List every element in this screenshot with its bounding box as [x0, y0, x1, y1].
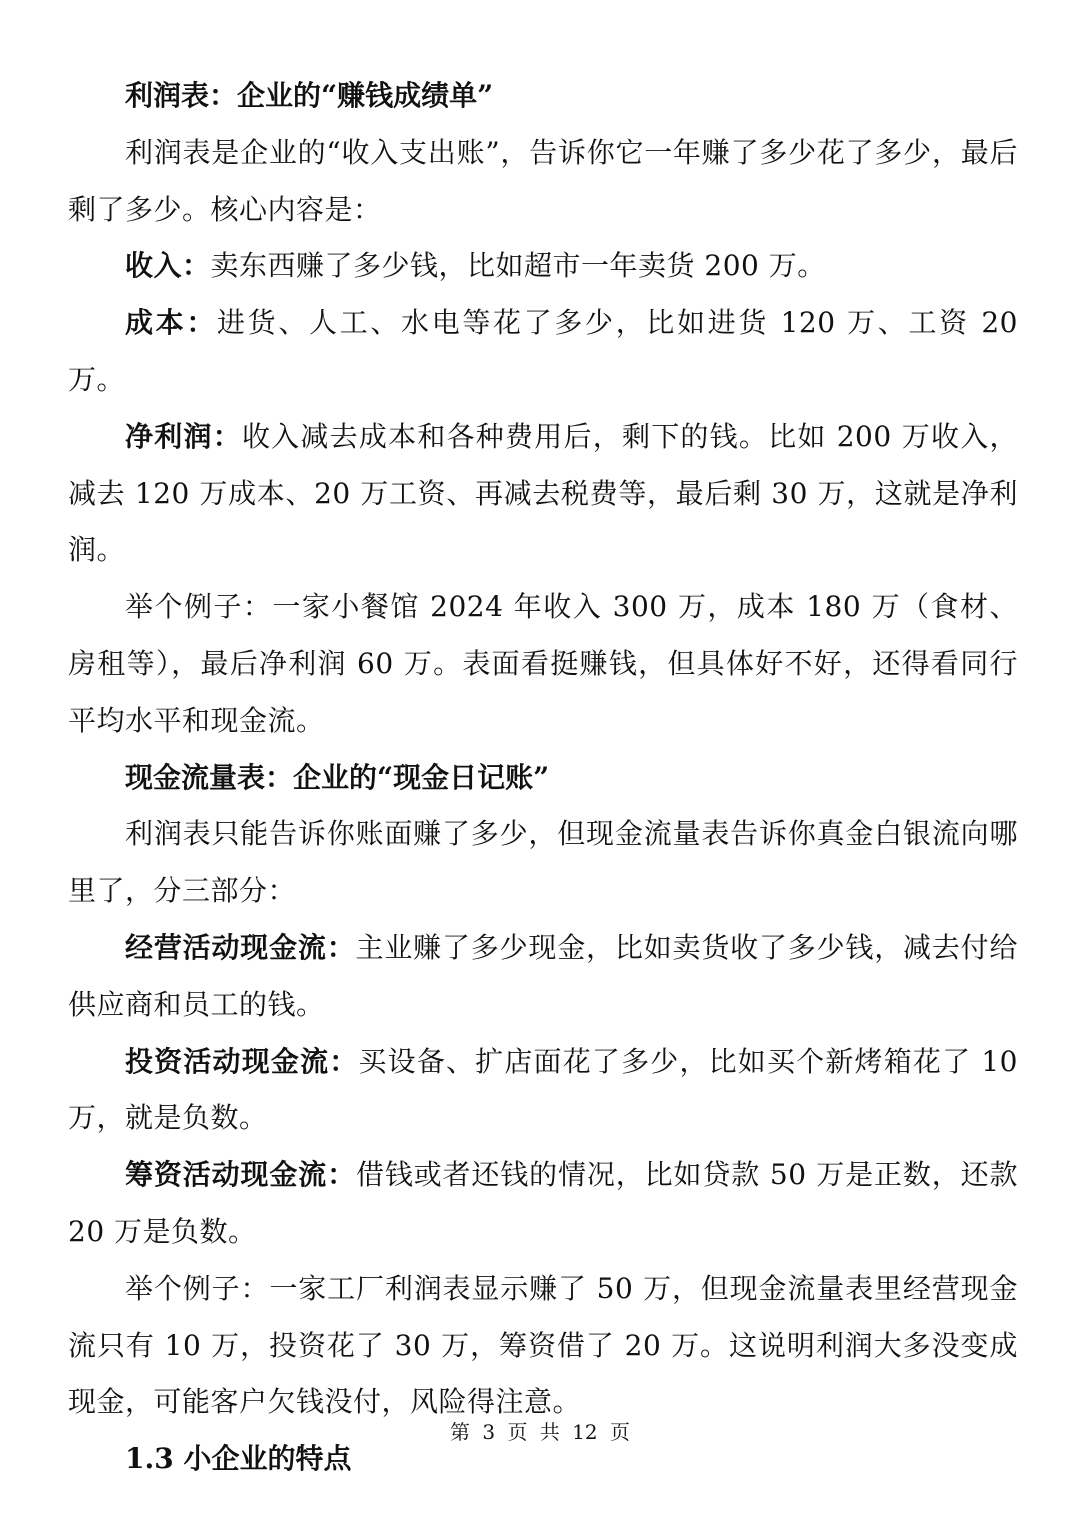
cash-flow-example: 举个例子：一家工厂利润表显示赚了 50 万，但现金流量表里经营现金流只有 10 万，投资花了 30 万，筹资借了 20 万。这说明利润大多没变成现金，可能客户欠钱没付，风险得注意。: [68, 1271, 1018, 1419]
investing-cash-flow-text: 买设备、扩店面花了多少，比如买个新烤箱花了 10 万，就是负数。: [68, 1044, 1018, 1135]
cost-paragraph: [68, 295, 1018, 409]
net-profit-paragraph: [68, 409, 1018, 579]
investing-cash-flow-label: 投资活动现金流：: [125, 1044, 359, 1078]
income-statement-example: 举个例子：一家小餐馆 2024 年收入 300 万，成本 180 万（食材、房租等），最后净利润 60 万。表面看挺赚钱，但具体好不好，还得看同行平均水平和现金流。: [68, 590, 1018, 737]
net-profit-text: 收入减去成本和各种费用后，剩下的钱。比如 200 万收入，减去 120 万成本、20 万工资、再减去税费等，最后剩 30 万，这就是净利润。: [68, 419, 1018, 567]
operating-cash-flow-paragraph: [68, 920, 1018, 1034]
operating-cash-flow-text: 主业赚了多少现金，比如卖货收了多少钱，减去付给供应商和员工的钱。: [68, 930, 1018, 1021]
financing-cash-flow-label: 筹资活动现金流：: [125, 1158, 356, 1192]
income-statement-heading: 利润表：企业的“赚钱成绩单”: [125, 79, 494, 112]
revenue-text: 卖东西赚了多少钱，比如超市一年卖货 200 万。: [210, 249, 826, 283]
cash-flow-intro: 利润表只能告诉你账面赚了多少，但现金流量表告诉你真金白银流向哪里了，分三部分：: [68, 817, 1018, 908]
financing-cash-flow-paragraph: [68, 1147, 1018, 1261]
cost-label: 成本：: [125, 306, 218, 340]
small-business-heading: 1.3 小企业的特点: [125, 1442, 352, 1476]
cash-flow-heading: 现金流量表：企业的“现金日记账”: [125, 760, 550, 794]
cost-text: 进货、人工、水电等花了多少，比如进货 120 万、工资 20 万。: [68, 306, 1018, 396]
page-number-footer: 第 3 页 共 12 页: [450, 1420, 630, 1444]
financing-cash-flow-text: 借钱或者还钱的情况，比如贷款 50 万是正数，还款 20 万是负数。: [68, 1158, 1018, 1248]
investing-cash-flow-paragraph: [68, 1034, 1018, 1148]
operating-cash-flow-label: 经营活动现金流：: [125, 930, 356, 964]
income-statement-intro: 利润表是企业的“收入支出账”，告诉你它一年赚了多少花了多少，最后剩了多少。核心内容是：: [68, 135, 1018, 226]
revenue-paragraph: [68, 238, 1018, 295]
net-profit-label: 净利润：: [125, 419, 242, 453]
document-page: [68, 68, 1018, 1488]
revenue-label: 收入：: [125, 249, 211, 283]
